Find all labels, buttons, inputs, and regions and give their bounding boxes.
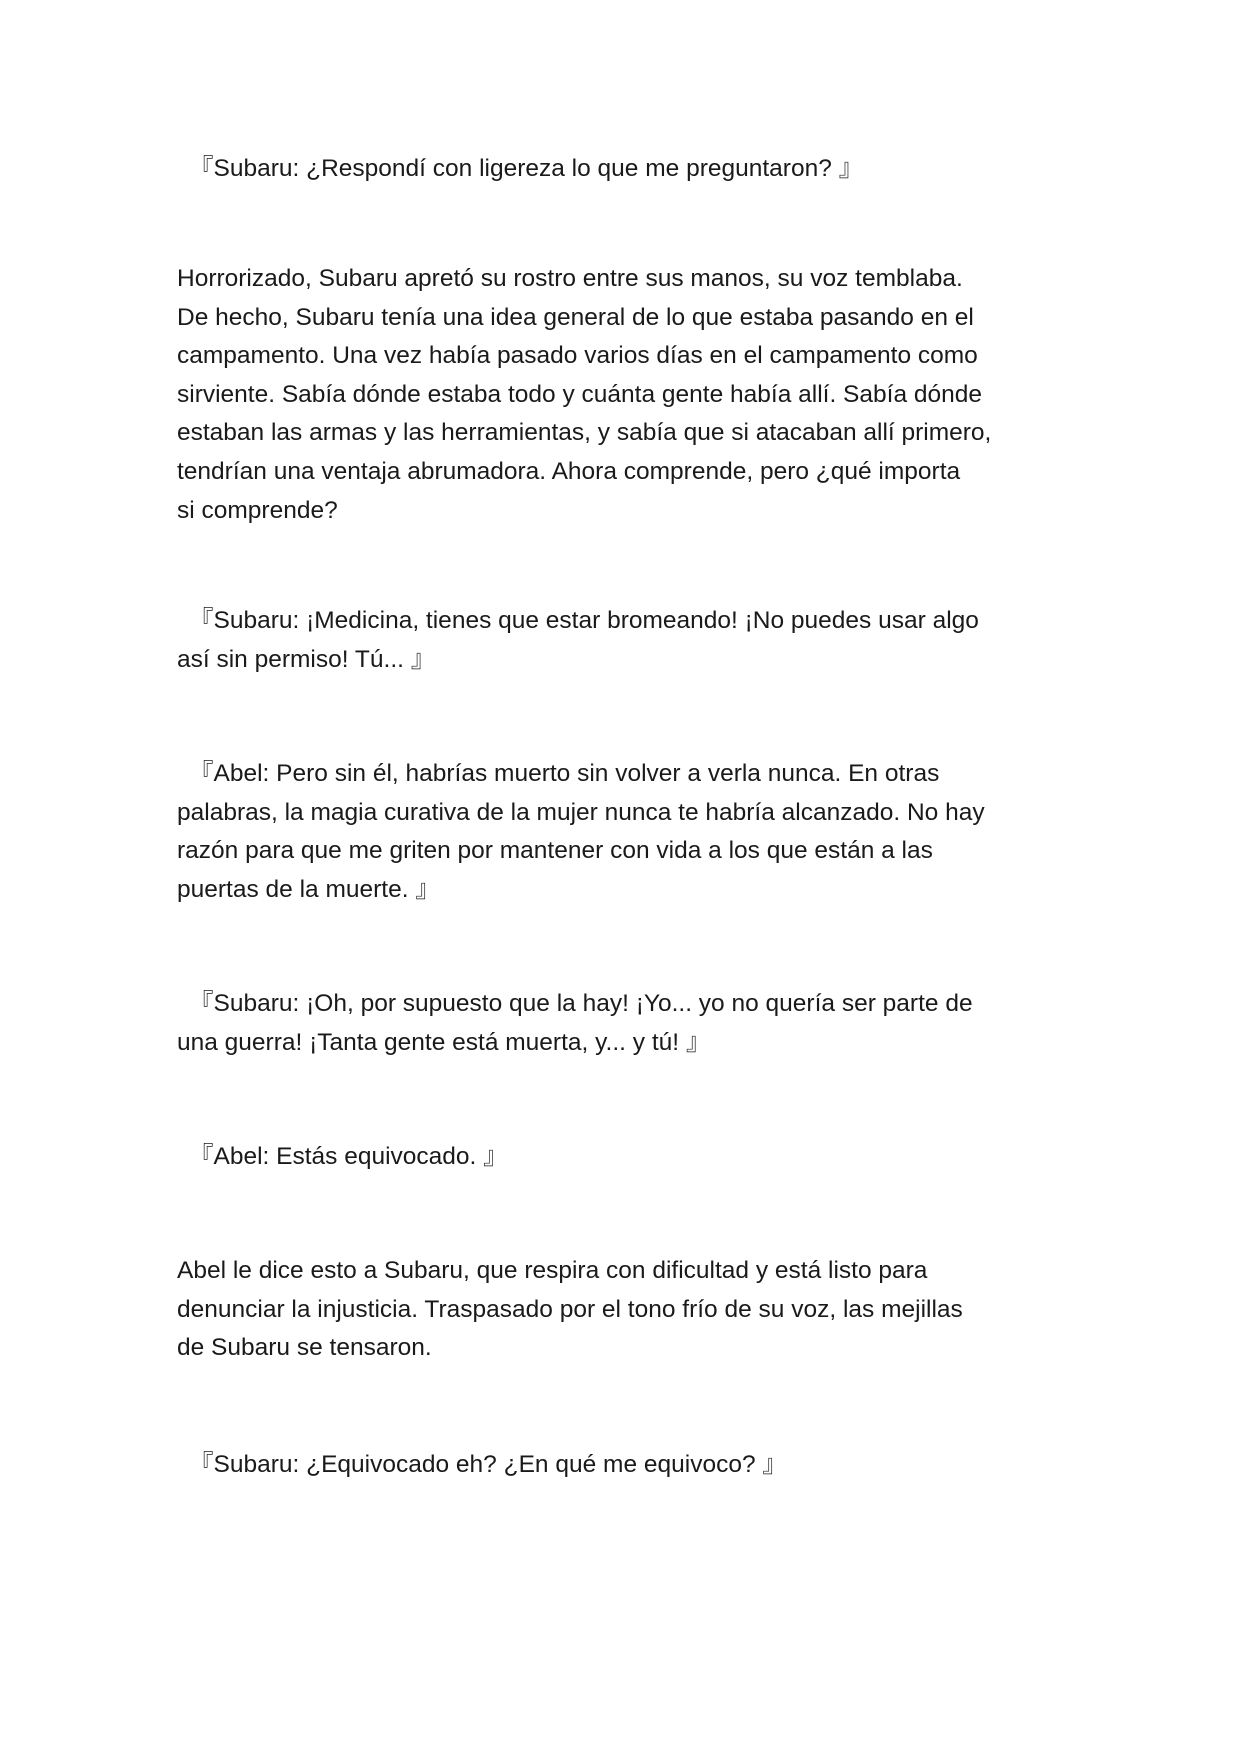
- text-line: 『Subaru: ¿Equivocado eh? ¿En qué me equivoco? 』: [189, 1451, 787, 1478]
- text-line: Horrorizado, Subaru apretó su rostro entre sus manos, su voz temblaba.: [177, 265, 963, 292]
- dialogue-subaru-4: [177, 1446, 1057, 1485]
- dialogue-subaru-2: [177, 602, 1057, 679]
- text-line: 『Subaru: ¡Oh, por supuesto que la hay! ¡Yo... yo no quería ser parte de: [189, 990, 973, 1017]
- text-line: 『Subaru: ¿Respondí con ligereza lo que me preguntaron? 』: [189, 155, 864, 182]
- text-line: tendrían una ventaja abrumadora. Ahora comprende, pero ¿qué importa: [177, 457, 961, 485]
- text-line: campamento. Una vez había pasado varios días en el campamento como: [177, 342, 978, 370]
- dialogue-subaru-1: [177, 150, 1057, 189]
- text-line: así sin permiso! Tú... 』: [177, 645, 436, 673]
- text-line: estaban las armas y las herramientas, y sabía que si atacaban allí primero,: [177, 419, 992, 447]
- text-line: Abel le dice esto a Subaru, que respira con dificultad y está listo para: [177, 1257, 928, 1284]
- text-line: 『Abel: Estás equivocado. 』: [189, 1143, 508, 1170]
- text-line: 『Subaru: ¡Medicina, tienes que estar bromeando! ¡No puedes usar algo: [189, 607, 979, 634]
- dialogue-abel-1: [177, 755, 1057, 909]
- text-line: 『Abel: Pero sin él, habrías muerto sin volver a verla nunca. En otras: [189, 760, 940, 787]
- text-line: razón para que me griten por mantener con vida a los que están a las: [177, 837, 933, 865]
- dialogue-subaru-3: [177, 985, 1057, 1062]
- text-line: si comprende?: [177, 496, 338, 524]
- text-line: una guerra! ¡Tanta gente está muerta, y... y tú! 』: [177, 1028, 711, 1056]
- narration-paragraph-2: [177, 1252, 1057, 1368]
- text-line: de Subaru se tensaron.: [177, 1334, 432, 1362]
- dialogue-abel-2: [177, 1138, 1057, 1177]
- text-line: sirviente. Sabía dónde estaba todo y cuánta gente había allí. Sabía dónde: [177, 380, 983, 408]
- text-line: puertas de la muerte. 』: [177, 875, 440, 903]
- text-line: denunciar la injusticia. Traspasado por el tono frío de su voz, las mejillas: [177, 1295, 963, 1323]
- text-line: De hecho, Subaru tenía una idea general de lo que estaba pasando en el: [177, 303, 974, 331]
- text-line: palabras, la magia curativa de la mujer nunca te habría alcanzado. No hay: [177, 798, 985, 826]
- narration-paragraph-1: [177, 260, 1057, 530]
